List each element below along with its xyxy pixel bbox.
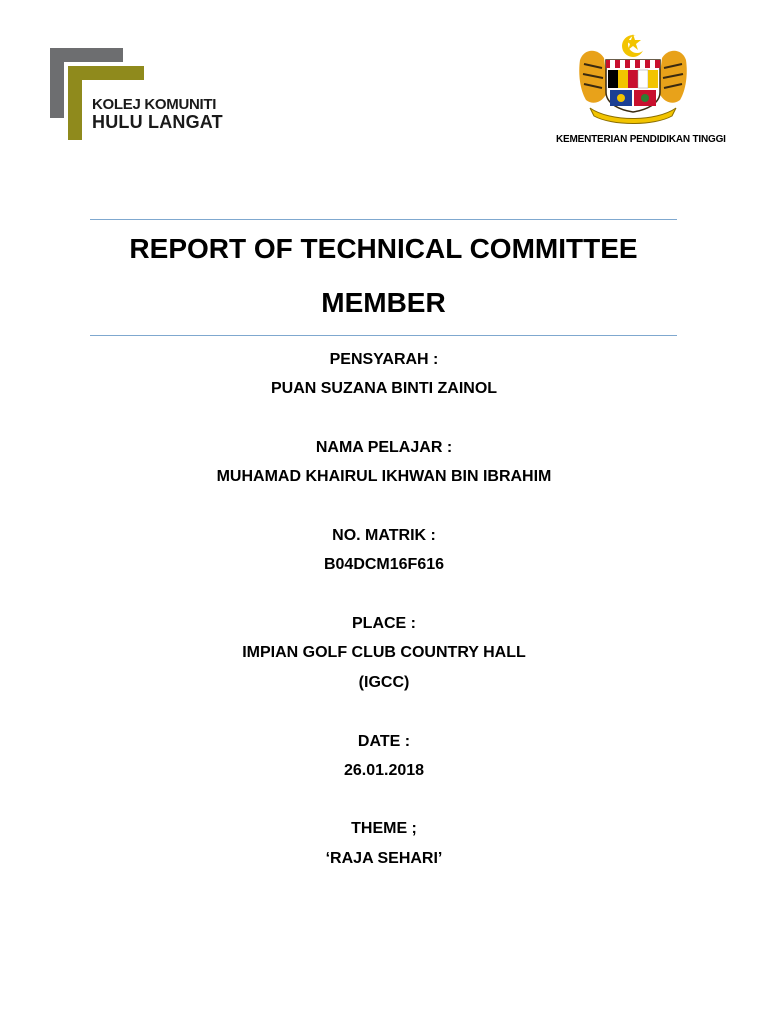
malaysia-coat-of-arms-icon [574,30,692,126]
title-line2: MEMBER [321,287,446,318]
title-bottom-rule [90,335,677,336]
matric-value: B04DCM16F616 [323,556,445,573]
date-label: DATE : [357,733,411,750]
theme-value: ‘RAJA SEHARI’ [325,850,443,867]
title-line1: REPORT OF TECHNICAL COMMITTEE [129,233,638,264]
college-name-line2: HULU LANGAT [92,112,223,132]
page-title [90,222,677,330]
matric-label: NO. MATRIK : [332,527,436,544]
place-value-line1: IMPIAN GOLF CLUB COUNTRY HALL [242,644,526,661]
student-value: MUHAMAD KHAIRUL IKHWAN BIN IBRAHIM [216,468,552,485]
title-top-rule [90,219,677,220]
theme-label: THEME ; [351,820,417,837]
ministry-name: KEMENTERIAN PENDIDIKAN TINGGI [556,134,726,145]
lecturer-value: PUAN SUZANA BINTI ZAINOL [270,380,498,397]
date-value: 26.01.2018 [343,762,425,779]
lecturer-label: PENSYARAH : [329,351,439,368]
place-value-line2: (IGCC) [358,674,410,691]
place-label: PLACE : [352,615,416,632]
college-name-line1: KOLEJ KOMUNITI [92,96,217,113]
college-logo [48,46,278,142]
coat-of-arms [574,30,692,126]
student-label: NAMA PELAJAR : [315,439,453,456]
